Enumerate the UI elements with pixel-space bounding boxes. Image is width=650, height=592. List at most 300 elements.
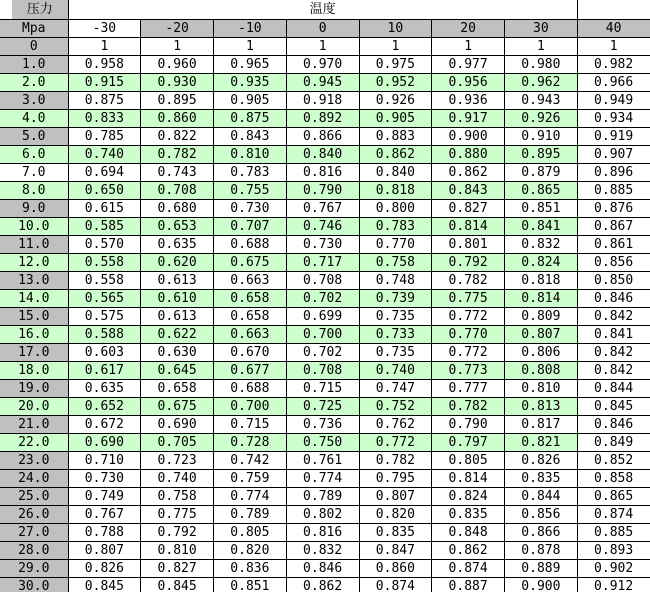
pressure-cell: 17.0 (0, 343, 68, 361)
value-cell: 0.807 (359, 487, 432, 505)
pressure-cell: 27.0 (0, 523, 68, 541)
pressure-cell: 4.0 (0, 109, 68, 127)
value-cell: 0.700 (214, 397, 287, 415)
value-cell: 0.865 (577, 487, 650, 505)
temp-header-cell: -30 (68, 19, 141, 37)
value-cell: 0.752 (359, 397, 432, 415)
value-cell: 0.835 (505, 469, 578, 487)
value-cell: 0.688 (214, 235, 287, 253)
table-row (0, 217, 650, 235)
value-cell: 0.982 (577, 55, 650, 73)
value-cell: 0.852 (577, 451, 650, 469)
value-cell: 0.747 (359, 379, 432, 397)
pressure-label: 压力 (26, 1, 53, 17)
value-cell: 0.832 (505, 235, 578, 253)
pressure-cell: 1.0 (0, 55, 68, 73)
value-cell: 0.814 (432, 217, 505, 235)
value-cell: 0.795 (359, 469, 432, 487)
value-cell: 0.902 (577, 559, 650, 577)
value-cell: 0.733 (359, 325, 432, 343)
value-cell: 0.789 (286, 487, 359, 505)
value-cell: 0.622 (141, 325, 214, 343)
value-cell: 0.844 (505, 487, 578, 505)
value-cell: 0.965 (214, 55, 287, 73)
value-cell: 0.774 (214, 487, 287, 505)
table-row (0, 235, 650, 253)
value-cell: 0.875 (214, 109, 287, 127)
pressure-cell: 5.0 (0, 127, 68, 145)
value-cell: 0.827 (141, 559, 214, 577)
value-cell: 0.826 (505, 451, 578, 469)
value-cell: 0.945 (286, 73, 359, 91)
pressure-cell: 14.0 (0, 289, 68, 307)
temp-header-cell: 40 (577, 19, 650, 37)
value-cell: 0.856 (505, 505, 578, 523)
value-cell: 0.876 (577, 199, 650, 217)
value-cell: 0.743 (141, 163, 214, 181)
value-cell: 0.783 (214, 163, 287, 181)
value-cell: 0.820 (359, 505, 432, 523)
value-cell: 0.790 (432, 415, 505, 433)
value-cell: 0.699 (286, 307, 359, 325)
value-cell: 1 (214, 37, 287, 55)
pressure-cell: 21.0 (0, 415, 68, 433)
table-row (0, 379, 650, 397)
value-cell: 0.840 (286, 145, 359, 163)
table-row (0, 73, 650, 91)
temp-header-cell: 30 (505, 19, 578, 37)
value-cell: 0.772 (359, 433, 432, 451)
value-cell: 0.900 (432, 127, 505, 145)
value-cell: 0.742 (214, 451, 287, 469)
value-cell: 0.558 (68, 271, 141, 289)
pressure-cell: 16.0 (0, 325, 68, 343)
value-cell: 0.758 (141, 487, 214, 505)
value-cell: 0.735 (359, 307, 432, 325)
value-cell: 0.814 (432, 469, 505, 487)
value-cell: 0.808 (505, 361, 578, 379)
value-cell: 0.926 (505, 109, 578, 127)
value-cell: 0.675 (141, 397, 214, 415)
value-cell: 0.772 (432, 343, 505, 361)
value-cell: 0.827 (432, 199, 505, 217)
table-row (0, 109, 650, 127)
pressure-cell: 30.0 (0, 577, 68, 592)
value-cell: 0.845 (577, 397, 650, 415)
value-cell: 0.977 (432, 55, 505, 73)
value-cell: 0.788 (68, 523, 141, 541)
value-cell: 0.915 (68, 73, 141, 91)
pressure-cell: 22.0 (0, 433, 68, 451)
value-cell: 0.807 (505, 325, 578, 343)
value-cell: 0.782 (432, 397, 505, 415)
table-row (0, 145, 650, 163)
value-cell: 0.848 (432, 523, 505, 541)
value-cell: 0.792 (141, 523, 214, 541)
value-cell: 0.770 (359, 235, 432, 253)
value-cell: 0.875 (68, 91, 141, 109)
pressure-cell: 11.0 (0, 235, 68, 253)
value-cell: 0.775 (432, 289, 505, 307)
value-cell: 0.821 (505, 433, 578, 451)
value-cell: 0.962 (505, 73, 578, 91)
pressure-cell: 29.0 (0, 559, 68, 577)
value-cell: 0.736 (286, 415, 359, 433)
table-row (0, 163, 650, 181)
value-cell: 0.893 (577, 541, 650, 559)
value-cell: 0.896 (577, 163, 650, 181)
value-cell: 0.879 (505, 163, 578, 181)
value-cell: 0.725 (286, 397, 359, 415)
temp-header-cell: -10 (214, 19, 287, 37)
value-cell: 0.690 (68, 433, 141, 451)
value-cell: 0.912 (577, 577, 650, 592)
pressure-cell: 26.0 (0, 505, 68, 523)
value-cell: 0.653 (141, 217, 214, 235)
temp-header-cell: 10 (359, 19, 432, 37)
value-cell: 0.883 (359, 127, 432, 145)
value-cell: 0.710 (68, 451, 141, 469)
value-cell: 0.842 (577, 361, 650, 379)
value-cell: 0.694 (68, 163, 141, 181)
table-row (0, 469, 650, 487)
value-cell: 0.836 (214, 559, 287, 577)
pressure-cell: 18.0 (0, 361, 68, 379)
value-cell: 0.975 (359, 55, 432, 73)
value-cell: 0.849 (577, 433, 650, 451)
table-row (0, 289, 650, 307)
value-cell: 0.774 (286, 469, 359, 487)
pressure-cell: 23.0 (0, 451, 68, 469)
value-cell: 0.635 (68, 379, 141, 397)
value-cell: 0.772 (432, 307, 505, 325)
value-cell: 0.782 (359, 451, 432, 469)
table-row (0, 577, 650, 592)
value-cell: 0.851 (214, 577, 287, 592)
value-cell: 0.810 (141, 541, 214, 559)
value-cell: 0.773 (432, 361, 505, 379)
value-cell: 0.907 (577, 145, 650, 163)
value-cell: 0.630 (141, 343, 214, 361)
value-cell: 0.790 (286, 181, 359, 199)
table-row (0, 451, 650, 469)
value-cell: 0.688 (214, 379, 287, 397)
pressure-cell: 28.0 (0, 541, 68, 559)
unit-cell: Mpa (0, 19, 68, 37)
value-cell: 0.865 (505, 181, 578, 199)
value-cell: 0.650 (68, 181, 141, 199)
value-cell: 0.905 (214, 91, 287, 109)
value-cell: 1 (577, 37, 650, 55)
value-cell: 0.663 (214, 325, 287, 343)
value-cell: 0.810 (214, 145, 287, 163)
value-cell: 0.934 (577, 109, 650, 127)
value-cell: 0.966 (577, 73, 650, 91)
value-cell: 0.708 (286, 361, 359, 379)
value-cell: 0.797 (432, 433, 505, 451)
value-cell: 0.980 (505, 55, 578, 73)
value-cell: 0.835 (359, 523, 432, 541)
value-cell: 0.844 (577, 379, 650, 397)
value-cell: 0.613 (141, 271, 214, 289)
value-cell: 0.806 (505, 343, 578, 361)
value-cell: 0.874 (359, 577, 432, 592)
value-cell: 0.750 (286, 433, 359, 451)
value-cell: 0.588 (68, 325, 141, 343)
value-cell: 0.672 (68, 415, 141, 433)
table-row (0, 433, 650, 451)
value-cell: 0.792 (432, 253, 505, 271)
value-cell: 0.956 (432, 73, 505, 91)
value-cell: 0.841 (505, 217, 578, 235)
value-cell: 0.759 (214, 469, 287, 487)
value-cell: 0.705 (141, 433, 214, 451)
temp-header-cell: -20 (141, 19, 214, 37)
temperature-label: 温度 (309, 1, 336, 17)
value-cell: 0.858 (577, 469, 650, 487)
value-cell: 0.783 (359, 217, 432, 235)
value-cell: 0.782 (432, 271, 505, 289)
value-cell: 0.702 (286, 343, 359, 361)
value-cell: 1 (505, 37, 578, 55)
value-cell: 0.723 (141, 451, 214, 469)
value-cell: 0.846 (286, 559, 359, 577)
temperature-header-cell (68, 0, 577, 19)
value-cell: 0.919 (577, 127, 650, 145)
value-cell: 0.842 (577, 343, 650, 361)
value-cell: 0.739 (359, 289, 432, 307)
pressure-cell: 10.0 (0, 217, 68, 235)
value-cell: 0.617 (68, 361, 141, 379)
pressure-cell: 9.0 (0, 199, 68, 217)
value-cell: 0.740 (359, 361, 432, 379)
value-cell: 0.851 (505, 199, 578, 217)
table-row (0, 523, 650, 541)
value-cell: 0.702 (286, 289, 359, 307)
value-cell: 0.730 (214, 199, 287, 217)
value-cell: 0.663 (214, 271, 287, 289)
value-cell: 0.565 (68, 289, 141, 307)
value-cell: 0.860 (141, 109, 214, 127)
table-row (0, 91, 650, 109)
value-cell: 0.570 (68, 235, 141, 253)
value-cell: 0.789 (214, 505, 287, 523)
table-row (0, 271, 650, 289)
value-cell: 0.850 (577, 271, 650, 289)
value-cell: 0.824 (432, 487, 505, 505)
value-cell: 0.889 (505, 559, 578, 577)
value-cell: 0.558 (68, 253, 141, 271)
value-cell: 0.846 (577, 415, 650, 433)
value-cell: 0.910 (505, 127, 578, 145)
value-cell: 0.860 (359, 559, 432, 577)
value-cell: 0.652 (68, 397, 141, 415)
value-cell: 1 (68, 37, 141, 55)
value-cell: 0.862 (286, 577, 359, 592)
value-cell: 0.846 (577, 289, 650, 307)
table-row (0, 343, 650, 361)
pressure-header-fill (12, 0, 68, 19)
pressure-cell: 2.0 (0, 73, 68, 91)
value-cell: 0.761 (286, 451, 359, 469)
value-cell: 0.949 (577, 91, 650, 109)
value-cell: 0.782 (141, 145, 214, 163)
value-cell: 0.755 (214, 181, 287, 199)
value-cell: 0.802 (286, 505, 359, 523)
value-cell: 0.585 (68, 217, 141, 235)
value-cell: 0.960 (141, 55, 214, 73)
value-cell: 0.758 (359, 253, 432, 271)
value-cell: 0.866 (286, 127, 359, 145)
value-cell: 0.708 (141, 181, 214, 199)
value-cell: 0.867 (577, 217, 650, 235)
value-cell: 0.613 (141, 307, 214, 325)
value-cell: 0.610 (141, 289, 214, 307)
value-cell: 0.840 (359, 163, 432, 181)
value-cell: 0.845 (68, 577, 141, 592)
value-cell: 0.800 (359, 199, 432, 217)
value-cell: 0.635 (141, 235, 214, 253)
value-cell: 0.677 (214, 361, 287, 379)
value-cell: 0.615 (68, 199, 141, 217)
value-cell: 1 (286, 37, 359, 55)
pressure-cell: 8.0 (0, 181, 68, 199)
value-cell: 0.816 (286, 163, 359, 181)
pressure-cell: 24.0 (0, 469, 68, 487)
pressure-cell: 6.0 (0, 145, 68, 163)
value-cell: 0.777 (432, 379, 505, 397)
value-cell: 0.762 (359, 415, 432, 433)
value-cell: 0.843 (214, 127, 287, 145)
value-cell: 0.841 (577, 325, 650, 343)
table-row (0, 487, 650, 505)
value-cell: 0.749 (68, 487, 141, 505)
value-cell: 0.809 (505, 307, 578, 325)
value-cell: 0.820 (214, 541, 287, 559)
pressure-cell: 7.0 (0, 163, 68, 181)
value-cell: 0.690 (141, 415, 214, 433)
temp-header-cell: 0 (286, 19, 359, 37)
value-cell: 0.958 (68, 55, 141, 73)
value-cell: 0.775 (141, 505, 214, 523)
value-cell: 0.715 (286, 379, 359, 397)
pressure-cell: 12.0 (0, 253, 68, 271)
table-row (0, 541, 650, 559)
table-row (0, 37, 650, 55)
value-cell: 0.822 (141, 127, 214, 145)
table-row (0, 361, 650, 379)
value-cell: 0.843 (432, 181, 505, 199)
value-cell: 0.874 (577, 505, 650, 523)
table-row (0, 253, 650, 271)
value-cell: 0.730 (286, 235, 359, 253)
value-cell: 0.717 (286, 253, 359, 271)
value-cell: 0.842 (577, 307, 650, 325)
value-cell: 1 (141, 37, 214, 55)
value-cell: 0.813 (505, 397, 578, 415)
value-cell: 0.885 (577, 523, 650, 541)
value-cell: 1 (359, 37, 432, 55)
table-row (0, 55, 650, 73)
value-cell: 0.862 (432, 541, 505, 559)
value-cell: 0.814 (505, 289, 578, 307)
value-cell: 0.740 (141, 469, 214, 487)
value-cell: 0.707 (214, 217, 287, 235)
pressure-cell: 25.0 (0, 487, 68, 505)
value-cell: 0.936 (432, 91, 505, 109)
value-cell: 0.817 (505, 415, 578, 433)
value-cell: 0.575 (68, 307, 141, 325)
value-cell: 0.603 (68, 343, 141, 361)
temp-header-cell: 20 (432, 19, 505, 37)
value-cell: 0.832 (286, 541, 359, 559)
value-cell: 0.866 (505, 523, 578, 541)
value-cell: 0.892 (286, 109, 359, 127)
table-title-row (0, 0, 650, 19)
table-row (0, 397, 650, 415)
value-cell: 0.658 (214, 307, 287, 325)
value-cell: 0.735 (359, 343, 432, 361)
value-cell: 0.833 (68, 109, 141, 127)
value-cell: 0.767 (286, 199, 359, 217)
value-cell: 0.728 (214, 433, 287, 451)
value-cell: 0.620 (141, 253, 214, 271)
table-row (0, 559, 650, 577)
value-cell: 0.708 (286, 271, 359, 289)
value-cell: 0.885 (577, 181, 650, 199)
value-cell: 0.861 (577, 235, 650, 253)
table-row (0, 181, 650, 199)
value-cell: 0.675 (214, 253, 287, 271)
value-cell: 0.700 (286, 325, 359, 343)
pressure-cell: 3.0 (0, 91, 68, 109)
value-cell: 0.826 (68, 559, 141, 577)
value-cell: 0.645 (141, 361, 214, 379)
table-row (0, 505, 650, 523)
value-cell: 0.878 (505, 541, 578, 559)
value-cell: 0.816 (286, 523, 359, 541)
value-cell: 0.862 (359, 145, 432, 163)
value-cell: 0.847 (359, 541, 432, 559)
pressure-cell: 0 (0, 37, 68, 55)
value-cell: 0.785 (68, 127, 141, 145)
pressure-cell: 15.0 (0, 307, 68, 325)
value-cell: 0.917 (432, 109, 505, 127)
pressure-cell: 13.0 (0, 271, 68, 289)
value-cell: 0.824 (505, 253, 578, 271)
value-cell: 0.801 (432, 235, 505, 253)
value-cell: 0.874 (432, 559, 505, 577)
table-row (0, 325, 650, 343)
value-cell: 0.952 (359, 73, 432, 91)
value-cell: 0.680 (141, 199, 214, 217)
value-cell: 0.862 (432, 163, 505, 181)
value-cell: 0.658 (141, 379, 214, 397)
value-cell: 0.926 (359, 91, 432, 109)
value-cell: 1 (432, 37, 505, 55)
pressure-header-cell (0, 0, 68, 19)
value-cell: 0.818 (505, 271, 578, 289)
value-cell: 0.943 (505, 91, 578, 109)
value-cell: 0.805 (432, 451, 505, 469)
table-row (0, 415, 650, 433)
value-cell: 0.770 (432, 325, 505, 343)
pressure-cell: 19.0 (0, 379, 68, 397)
table-row (0, 307, 650, 325)
value-cell: 0.880 (432, 145, 505, 163)
value-cell: 0.740 (68, 145, 141, 163)
value-cell: 0.970 (286, 55, 359, 73)
